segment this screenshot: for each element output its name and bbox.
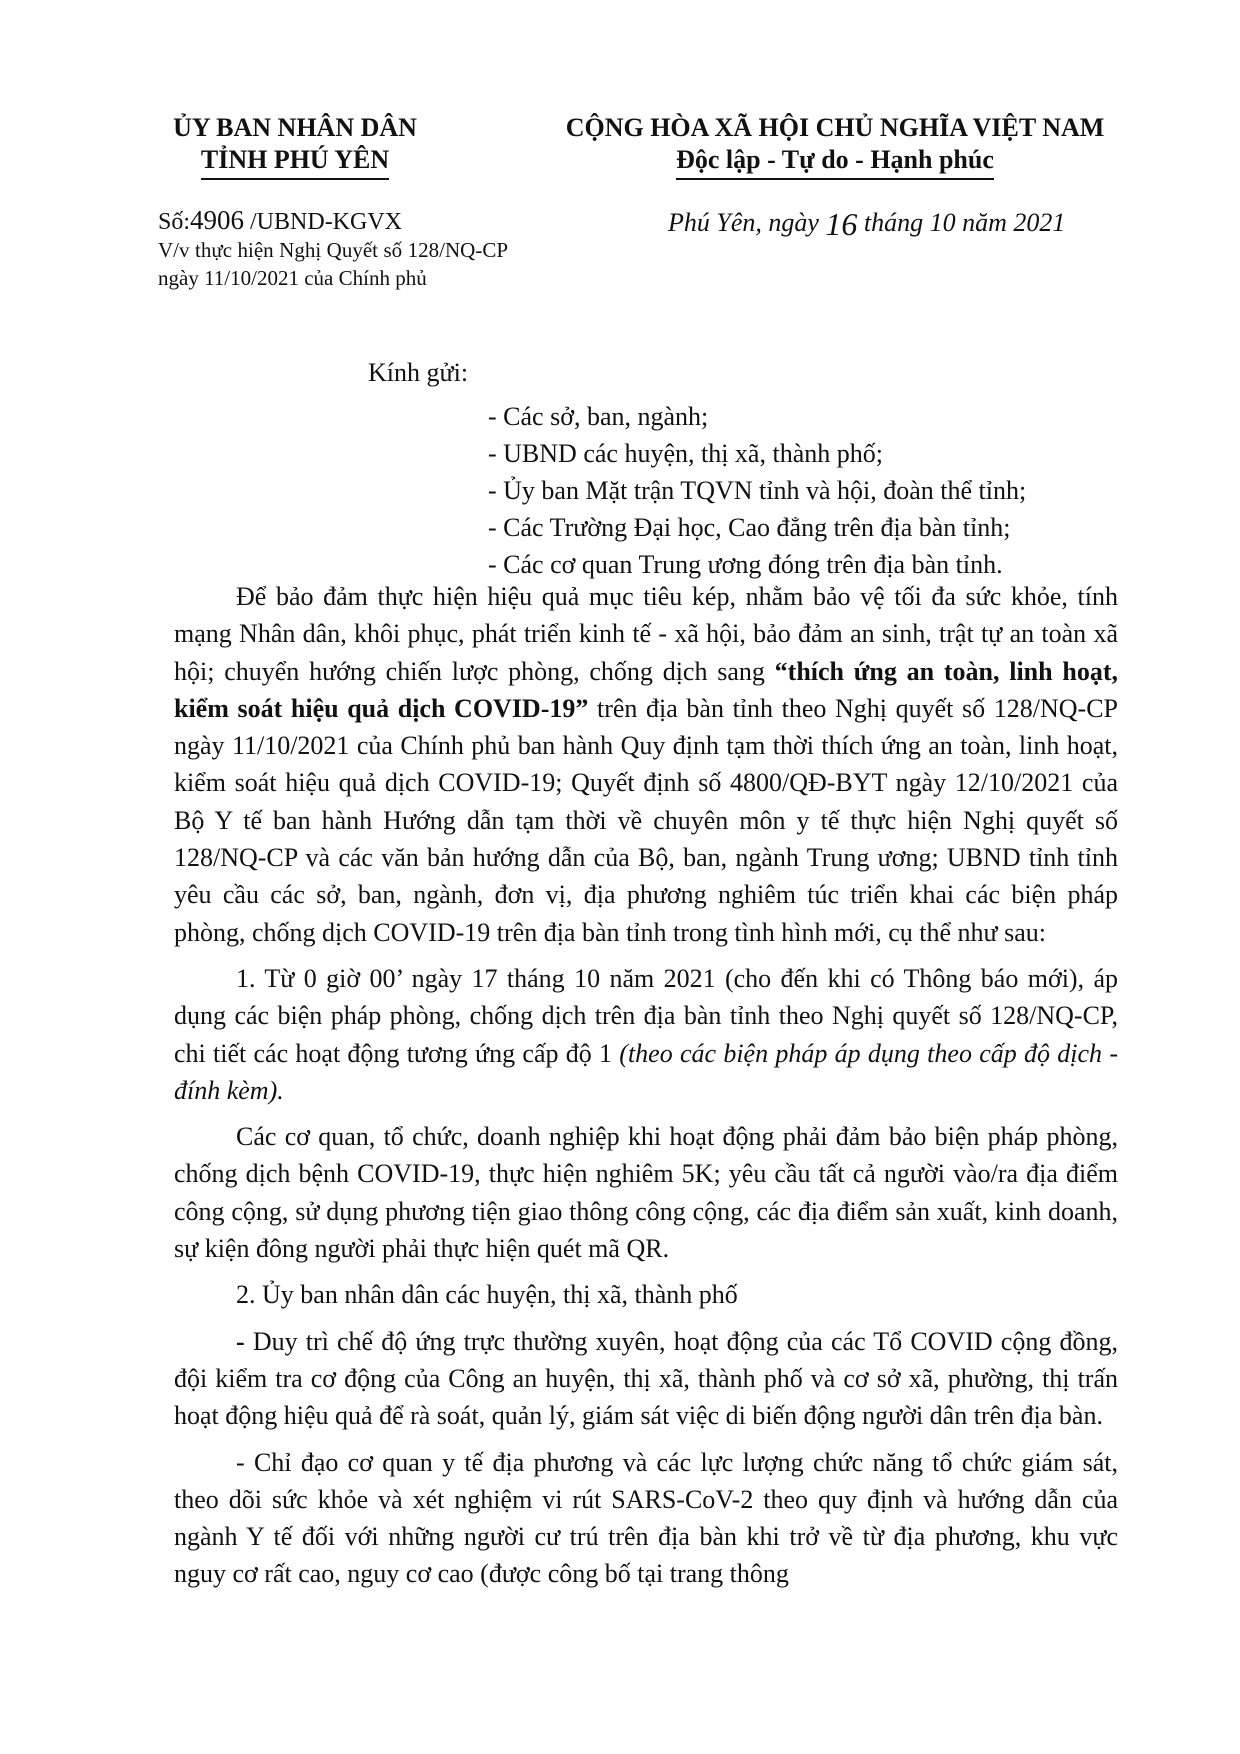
date-line-before: Phú Yên, ngày bbox=[668, 208, 826, 237]
document-body bbox=[174, 578, 1118, 1602]
document-number-suffix: /UBND-KGVX bbox=[244, 209, 403, 235]
document-subject: V/v thực hiện Nghị Quyết số 128/NQ-CP ngày 11/10/2021 của Chính phủ bbox=[158, 238, 508, 290]
item1-italic-note: (theo các biện pháp áp dụng theo cấp độ dịch - đính kèm). bbox=[174, 1038, 1118, 1105]
intro-paragraph bbox=[174, 578, 1118, 951]
item1-text: 1. Từ 0 giờ 00’ ngày 17 tháng 10 năm 2021 (cho đến khi có Thông báo mới), áp dụng các biện pháp phòng, chống dịch trên địa bàn tỉnh theo Nghị quyết số 128/NQ-CP, chi tiết các hoạt động tương ứng cấp độ 1 bbox=[174, 963, 1118, 1068]
nation-title: CỘNG HÒA XÃ HỘI CHỦ NGHĨA VIỆT NAM bbox=[565, 113, 1105, 142]
item2-bullet-1 bbox=[174, 1323, 1118, 1435]
recipient-item: - UBND các huyện, thị xã, thành phố; bbox=[488, 439, 883, 468]
bullet-dash: - bbox=[236, 1326, 245, 1356]
intro-bold-phrase: “thích ứng an toàn, linh hoạt, kiểm soát hiệu quả dịch COVID-19” bbox=[174, 656, 1118, 723]
recipient-item: - Các sở, ban, ngành; bbox=[488, 402, 709, 431]
intro-text-part2: trên địa bàn tỉnh theo Nghị quyết số 128/NQ-CP ngày 11/10/2021 của Chính phủ ban hành Quy định tạm thời thích ứng an toàn, linh hoạt, kiểm soát hiệu quả dịch COVID-19; Quyết định số 4800/QĐ-BYT ngày 12/10/2021 của Bộ Y tế ban hành Hướng dẫn tạm thời về chuyên môn y tế thực hiện Nghị quyết số 128/NQ-CP và các văn bản hướng dẫn của Bộ, ban, ngành Trung ương; UBND tỉnh tỉnh yêu cầu các sở, ban, ngành, đơn vị, địa phương nghiêm túc triển khai các biện pháp phòng, chống dịch COVID-19 trên địa bàn tỉnh trong tình hình mới, cụ thể như sau: bbox=[174, 693, 1118, 947]
recipient-item: - Ủy ban Mặt trận TQVN tỉnh và hội, đoàn thể tỉnh; bbox=[488, 476, 1027, 505]
recipient-item: - Các Trường Đại học, Cao đẳng trên địa bàn tỉnh; bbox=[488, 513, 1011, 542]
agency-name-line1: ỦY BAN NHÂN DÂN bbox=[173, 113, 417, 142]
date-day: 16 bbox=[825, 206, 858, 242]
recipients-list bbox=[488, 398, 1026, 583]
date-line-after: tháng 10 năm 2021 bbox=[857, 208, 1066, 237]
recipient-item: - Các cơ quan Trung ương đóng trên địa bàn tỉnh. bbox=[488, 550, 1003, 579]
item1-paragraph bbox=[174, 960, 1118, 1109]
agency-header bbox=[130, 112, 460, 180]
item2-heading: 2. Ủy ban nhân dân các huyện, thị xã, thành phố bbox=[236, 1280, 738, 1310]
document-number bbox=[158, 205, 402, 237]
nation-motto: Độc lập - Tự do - Hạnh phúc bbox=[676, 144, 994, 180]
item1-paragraph-2: Các cơ quan, tổ chức, doanh nghiệp khi hoạt động phải đảm bảo biện pháp phòng, chống dịch bệnh COVID-19, thực hiện nghiêm 5K; yêu cầu tất cả người vào/ra địa điểm công cộng, sử dụng phương tiện giao thông công cộng, các địa điểm sản xuất, kinh doanh, sự kiện đông người phải thực hiện quét mã QR. bbox=[174, 1122, 1118, 1264]
document-number-prefix: Số: bbox=[158, 209, 191, 235]
document-number-value: 4906 bbox=[190, 205, 245, 235]
agency-name-line2: TỈNH PHÚ YÊN bbox=[201, 144, 389, 180]
intro-text-part1: Để bảo đảm thực hiện hiệu quả mục tiêu kép, nhằm bảo vệ tối đa sức khỏe, tính mạng Nhân dân, khôi phục, phát triển kinh tế - xã hội, bảo đảm an sinh, trật tự an toàn xã hội; chuyển hướng chiến lược phòng, chống dịch sang bbox=[174, 582, 1118, 686]
national-motto-header bbox=[535, 112, 1135, 180]
item2-bullet-2: - Chỉ đạo cơ quan y tế địa phương và các lực lượng chức năng tổ chức giám sát, theo dõi sức khỏe và xét nghiệm vi rút SARS-CoV-2 theo quy định và hướng dẫn của ngành Y tế đối với những người cư trú trên địa bàn khi trở về từ địa phương, khu vực nguy cơ rất cao, nguy cơ cao (được công bố tại trang thông bbox=[174, 1447, 1118, 1589]
item2-bullet-1-text: Duy trì chế độ ứng trực thường xuyên, hoạt động của các Tổ COVID cộng đồng, đội kiểm tra cơ động của Công an huyện, thị xã, thành phố và cơ sở xã, phường, thị trấn hoạt động hiệu quả để rà soát, quản lý, giám sát việc di biến động người dân trên địa bàn. bbox=[174, 1326, 1118, 1431]
date-line bbox=[668, 205, 1066, 242]
recipients-label: Kính gửi: bbox=[368, 358, 469, 387]
